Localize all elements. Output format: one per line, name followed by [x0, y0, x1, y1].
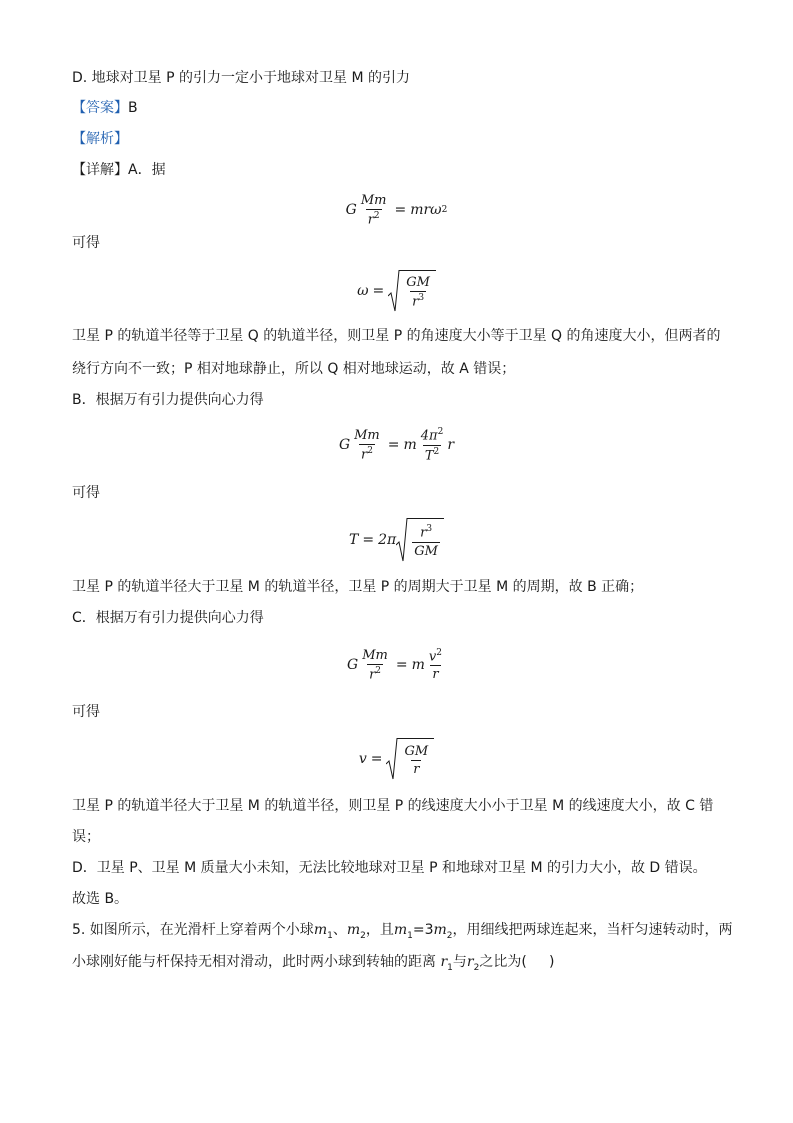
numerator	[427, 648, 444, 665]
subscript: 2	[473, 962, 480, 973]
numerator: Mm	[360, 192, 387, 208]
mass-symbol: m	[411, 657, 425, 673]
radius-symbol: r	[447, 437, 455, 453]
question-5-line-2	[72, 952, 555, 978]
fraction	[360, 648, 390, 682]
denominator: r	[413, 762, 420, 777]
equals-sign: =	[370, 751, 383, 767]
equals-sign: =	[395, 657, 408, 673]
fraction	[419, 427, 446, 463]
fraction	[404, 275, 432, 309]
q5-text: 5. 如图所示，在光滑杆上穿着两个小球	[72, 922, 314, 938]
connector: 与	[452, 954, 467, 970]
subscript: 2	[360, 930, 366, 941]
denominator	[359, 444, 375, 462]
formula-gravity-velocity	[0, 642, 793, 688]
equals-sign: =	[372, 283, 385, 299]
num-base: 4π	[420, 428, 438, 444]
detail-a: A．据	[128, 162, 166, 178]
m1-symbol: m	[313, 922, 328, 938]
sqrt-sign	[386, 738, 434, 780]
para-d: D．卫星 P、卫星 M 质量大小未知，无法比较地球对卫星 P 和地球对卫星 M 的引力大小，故 D 错误。	[72, 860, 707, 876]
den-exponent: 3	[418, 293, 425, 304]
coefficient: 2π	[378, 532, 397, 548]
formula-symbol: G	[345, 202, 357, 218]
analysis-label: 【解析】	[72, 131, 128, 147]
m2-symbol: m	[346, 922, 361, 938]
para-c-2a: 卫星 P 的轨道半径大于卫星 M 的轨道半径，则卫星 P 的线速度大小小于卫星 M 的线速度大小，故 C 错	[72, 798, 714, 814]
den-base: T	[424, 447, 434, 463]
ke-de-3: 可得	[72, 704, 100, 720]
numerator	[418, 524, 434, 541]
numerator: Mm	[354, 427, 380, 443]
connector: ，且	[365, 922, 394, 938]
denominator: r	[432, 667, 439, 683]
formula-period	[0, 516, 793, 564]
answer-value: B	[128, 100, 138, 116]
option-d: D. 地球对卫星 P 的引力一定小于地球对卫星 M 的引力	[72, 70, 411, 86]
formula-velocity	[0, 736, 793, 782]
fraction	[412, 524, 440, 558]
para-b: B．根据万有引力提供向心力得	[72, 392, 264, 408]
equals-sign: =	[362, 532, 375, 548]
subscript: 1	[327, 930, 333, 941]
denominator	[410, 291, 426, 309]
num-base: v	[428, 649, 437, 665]
fraction	[402, 744, 430, 777]
subscript: 2	[446, 930, 453, 941]
den-exponent: 2	[375, 665, 382, 676]
para-c: C．根据万有引力提供向心力得	[72, 610, 264, 626]
denominator	[367, 664, 383, 682]
denominator	[423, 445, 441, 463]
fraction	[359, 193, 389, 227]
rhs-exponent: 2	[441, 205, 448, 215]
para-a-1: 卫星 P 的轨道半径等于卫星 Q 的轨道半径，则卫星 P 的角速度大小等于卫星 Q 的角速度大小，但两者的	[72, 328, 721, 344]
den-base: r	[360, 447, 368, 463]
formula-symbol: G	[338, 437, 351, 453]
den-base: r	[367, 212, 374, 228]
mass-symbol: m	[403, 437, 417, 453]
answer-line	[72, 98, 138, 118]
q5-text: 之比为(	[479, 954, 527, 970]
answer-blank[interactable]: )	[526, 954, 555, 970]
den-base: r	[412, 294, 419, 310]
den-exponent: 2	[433, 446, 440, 457]
ke-de-1: 可得	[72, 235, 100, 251]
num-exponent: 3	[426, 524, 433, 535]
numerator: GM	[406, 275, 430, 291]
analysis-tag	[72, 129, 128, 149]
den-exponent: 2	[373, 210, 380, 221]
formula-lhs: T	[349, 532, 359, 548]
num-exponent: 2	[436, 647, 442, 658]
subscript: 1	[447, 962, 453, 973]
r2-symbol: r	[466, 954, 474, 970]
para-a-2: 绕行方向不一致；P 相对地球静止，所以 Q 相对地球运动，故 A 错误；	[72, 361, 516, 377]
answer-tag: 【答案】	[72, 100, 128, 116]
formula-lhs: ω	[357, 283, 369, 299]
den-exponent: 2	[367, 445, 373, 456]
equals-sign: =	[394, 202, 407, 218]
m2-symbol: m	[433, 922, 447, 938]
para-b-2: 卫星 P 的轨道半径大于卫星 M 的轨道半径，卫星 P 的周期大于卫星 M 的周期，故 B 正确；	[72, 579, 644, 595]
ke-de-2: 可得	[72, 485, 100, 501]
den-base: r	[369, 667, 376, 683]
sqrt-sign	[388, 270, 436, 312]
rhs-term: mrω	[410, 202, 442, 218]
formula-lhs: v	[358, 751, 367, 767]
q5-text: ，用细线把两球连起来，当杆匀速转动时，两	[452, 922, 733, 938]
separator: 、	[332, 922, 347, 938]
denominator	[366, 209, 382, 227]
numerator: GM	[404, 744, 429, 759]
conclusion: 故选 B。	[72, 891, 129, 907]
num-base: r	[420, 525, 427, 541]
m1-symbol: m	[393, 922, 408, 938]
q5-text: 小球刚好能与杆保持无相对滑动，此时两小球到转轴的距离	[72, 954, 436, 970]
formula-gravity-period	[0, 422, 793, 468]
formula-gravity-angular	[0, 192, 793, 228]
equals-sign: =	[387, 437, 400, 453]
subscript: 1	[407, 930, 413, 941]
detail-line	[72, 160, 166, 180]
formula-symbol: G	[347, 657, 359, 673]
ratio-value: =3	[412, 922, 434, 938]
fraction	[427, 648, 444, 682]
r1-symbol: r	[440, 954, 448, 970]
fraction	[352, 428, 382, 462]
denominator: GM	[414, 543, 438, 559]
sqrt-sign	[396, 518, 444, 562]
num-exponent: 2	[437, 427, 444, 438]
numerator	[419, 427, 446, 444]
formula-omega	[0, 268, 793, 314]
para-c-2b: 误；	[72, 829, 100, 845]
detail-tag: 【详解】	[72, 162, 128, 178]
numerator: Mm	[362, 647, 388, 663]
question-5-line-1	[72, 920, 733, 946]
